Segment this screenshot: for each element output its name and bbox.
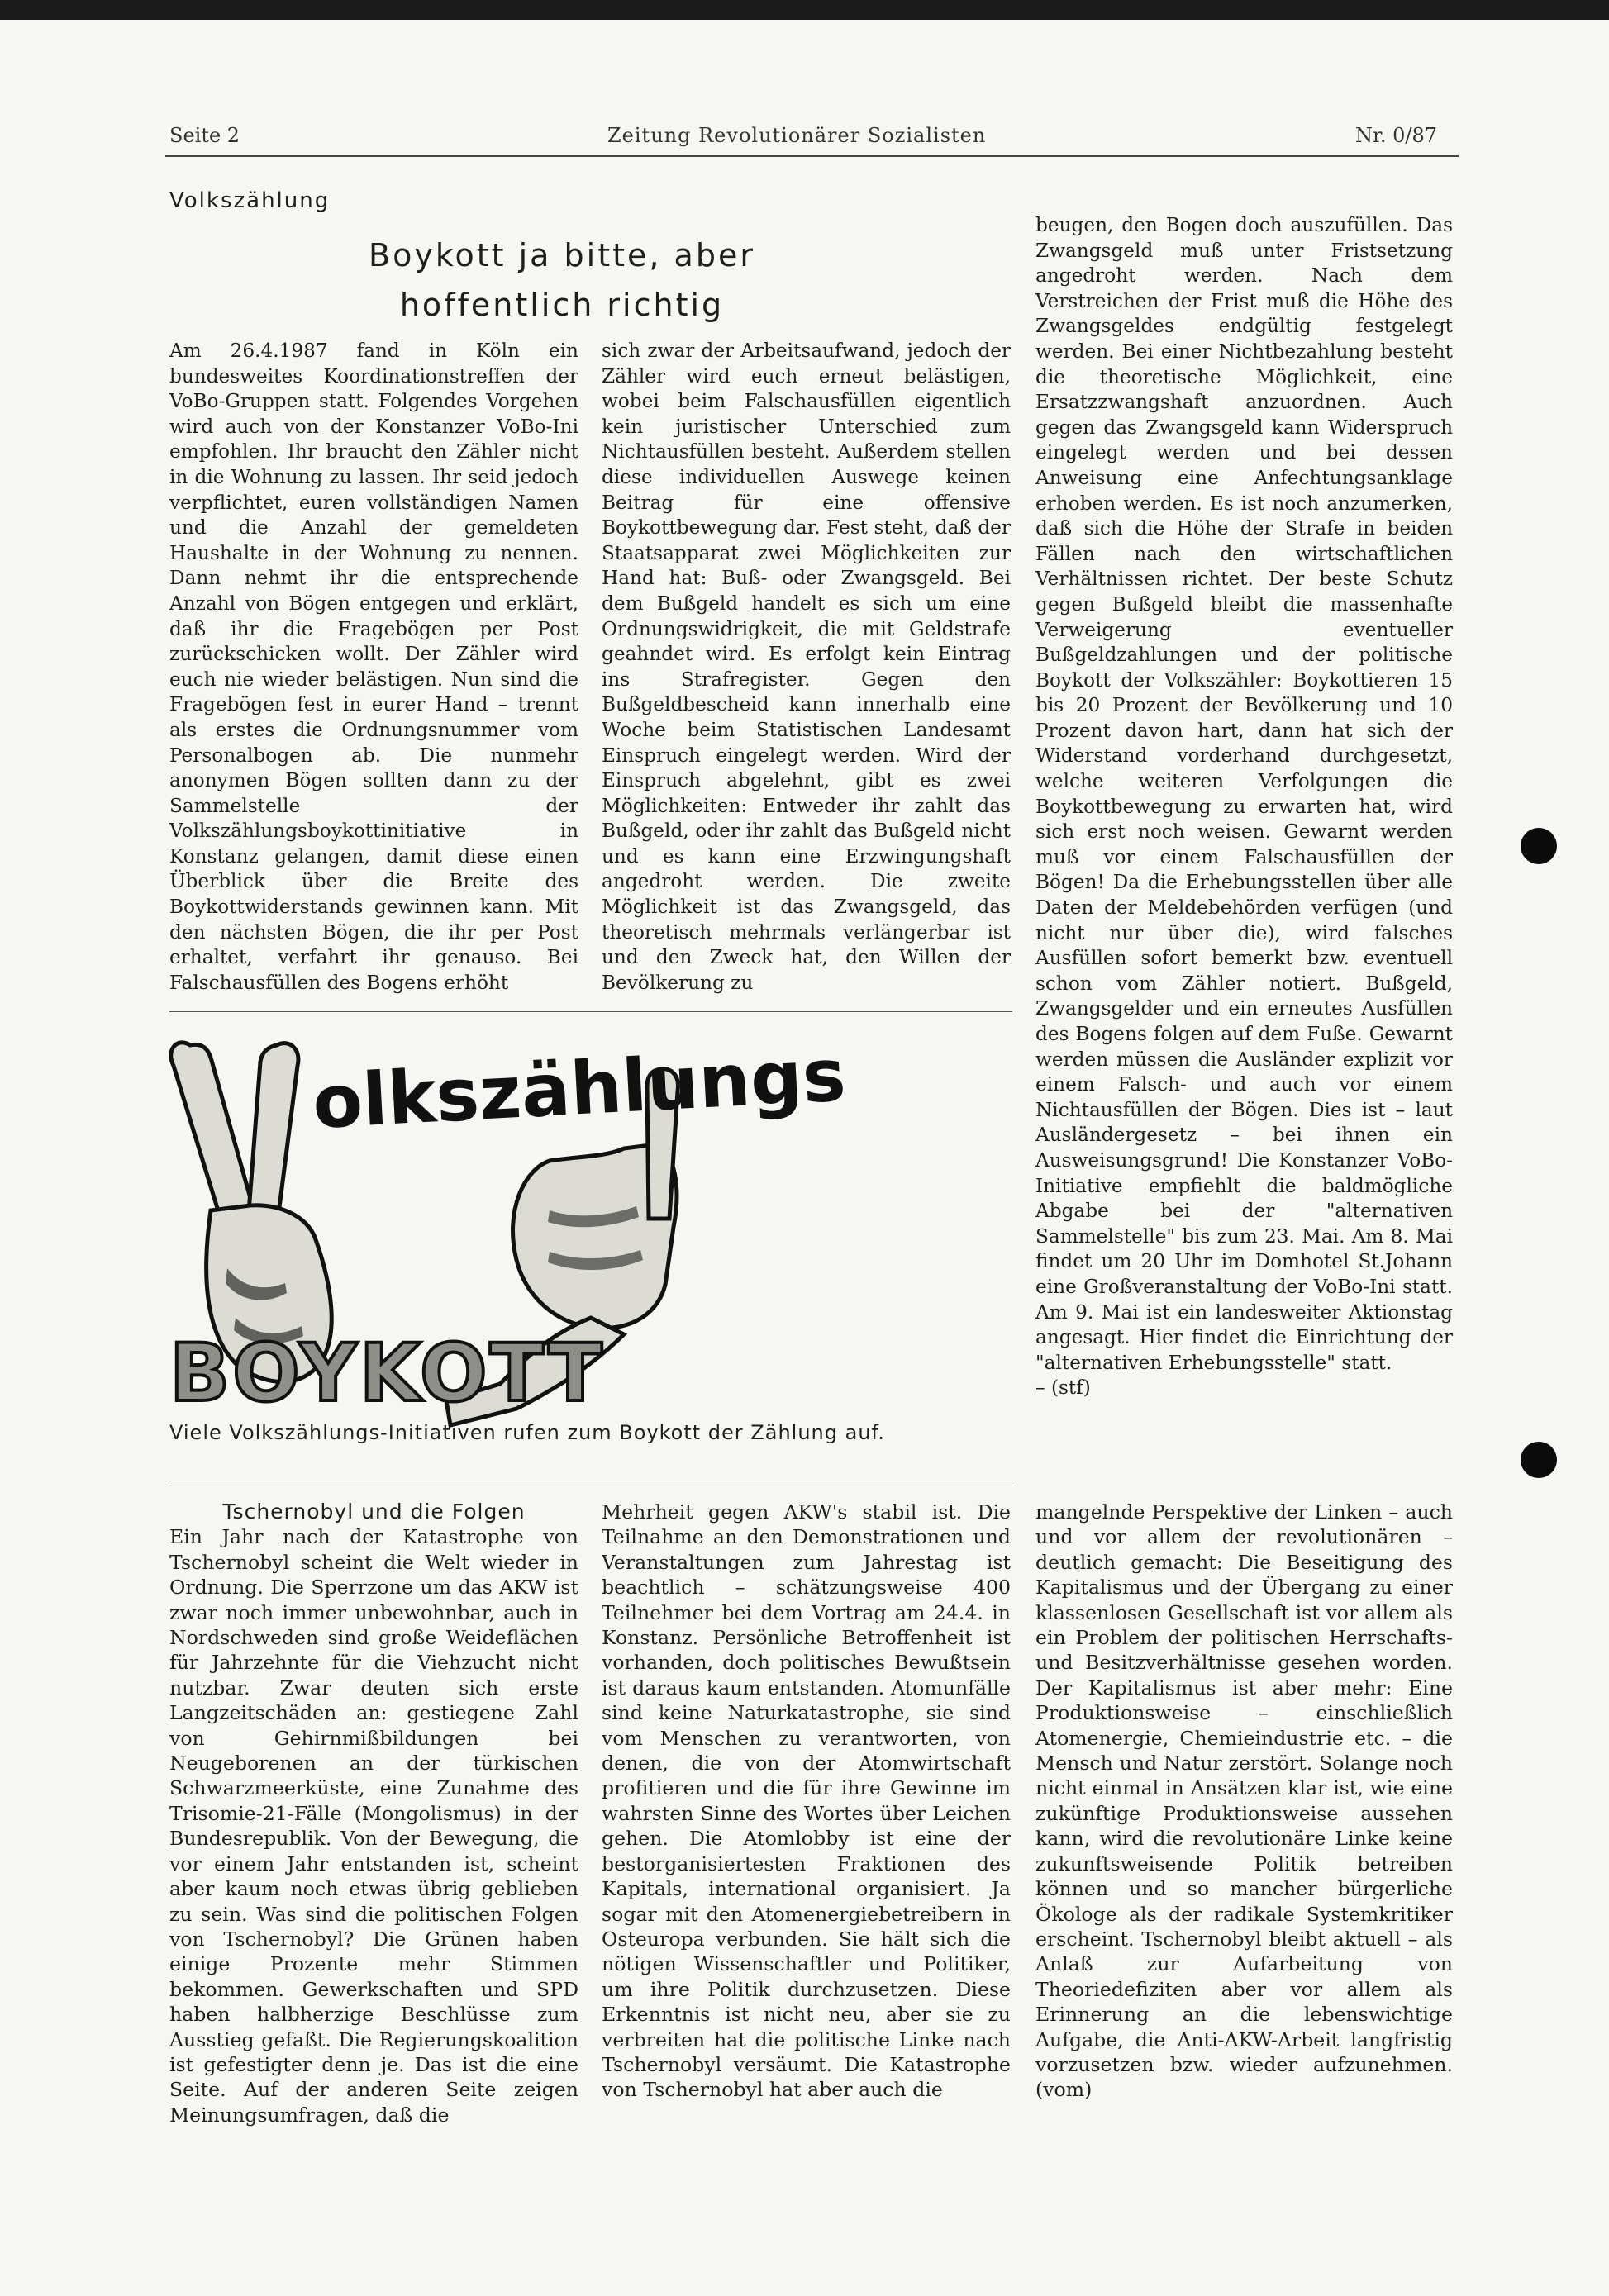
article2-column-3: mangelnde Perspektive der Linken – auch und vor allem der revolutionären – deutlich gemacht: Die Beseitigung des Kapitalismus und der Übergang zu einer klassenlosen Gesellschaft ist vor allem als ein Problem der politischen Herrschafts- und Besitzverhältnisse gesehen worden. Der Kapitalismus ist aber mehr: Eine Produktionsweise – einschließlich Atomenergie, Chemieindustrie etc. – die Mensch und Natur zerstört. Solange noch nicht einmal in Ansätzen klar ist, wie eine zukünftige Produktionsweise aussehen kann, wird die revolutionäre Linke keine zukunftsweisende Politik betreiben können und so mancher bürgerliche Ökologe als der radikale Systemkritiker erscheint. Tschernobyl bleibt aktuell – als Anlaß zur Aufarbeitung von Theoriedefiziten aber vor allem als Erinnerung an die lebenswichtige Aufgabe, die Anti-AKW-Arbeit langfristig vorzusetzen bzw. wieder aufzunehmen. (vom) [1035,1500,1453,2102]
headline-line-2: hoffentlich richtig [399,287,725,323]
punch-hole-top [1521,828,1557,864]
poster-caption: Viele Volkszählungs-Initiativen rufen zum Boykott der Zählung auf. [169,1421,885,1444]
section-label: Volkszählung [169,188,331,213]
article2-column-2: Mehrheit gegen AKW's stabil ist. Die Teilnahme an den Demonstrationen und Veranstaltungen zum Jahrestag ist beachtlich – schätzungsweise 400 Teilnehmer bei dem Vortrag am 24.4. in Konstanz. Persönliche Betroffenheit ist vorhanden, doch politisches Bewußtsein ist daraus kaum entstanden. Atomunfälle sind keine Naturkatastrophe, sie sind vom Menschen zu verantworten, von denen, die von der Atomwirtschaft profitieren und die für ihre Gewinne im wahrsten Sinne des Wortes über Leichen gehen. Die Atomlobby ist eine der bestorganisiertesten Fraktionen des Kapitals, international organisiert. Ja sogar mit den Atomenergiebetreibern in Osteuropa verbunden. Sie hält sich die nötigen Wissenschaftler und Politiker, um ihre Politik durchzusetzen. Diese Erkenntnis ist nicht neu, aber sie zu verbreiten hat die politische Linke nach Tschernobyl versäumt. Die Katastrophe von Tschernobyl hat aber auch die [602,1500,1011,2102]
article-signature: – (stf) [1035,1376,1091,1400]
article-column-1: Am 26.4.1987 fand in Köln ein bundesweites Koordinationstreffen der VoBo-Gruppen statt. Folgendes Vorgehen wird auch von der Konstanzer VoBo-Ini empfohlen. Ihr braucht den Zähler nicht in die Wohnung zu lassen. Ihr seid jedoch verpflichtet, euren vollständigen Namen und die Anzahl der gemeldeten Haushalte in der Wohnung zu nennen. Dann nehmt ihr die entsprechende Anzahl von Bögen entgegen und erklärt, daß ihr die Fragebögen per Post zurückschicken wollt. Der Zähler wird euch nie wieder belästigen. Nun sind die Fragebögen fest in eurer Hand – trennt als erstes die Ordnungsnummer vom Personalbogen ab. Die nunmehr anonymen Bögen sollten dann zu der Sammelstelle der Volkszählungsboykottinitiative in Konstanz gelangen, damit diese einen Überblick über die Breite des Boykottwiderstands gewinnen kann. Mit den nächsten Bögen, die ihr per Post erhaltet, verfahrt ihr genauso. Bei Falschausfüllen des Bogens erhöht [169,340,578,994]
poster-word-volkszaehlungs: olkszählungs [310,1032,848,1145]
punch-hole-bottom [1521,1442,1557,1478]
masthead: Zeitung Revolutionärer Sozialisten [607,124,987,147]
article2-title: Tschernobyl und die Folgen [222,1500,526,1524]
article-column-3 [1035,213,1453,1469]
header-rule [165,155,1459,157]
article-column-2: sich zwar der Arbeitsaufwand, jedoch der Zähler wird euch erneut belästigen, wobei beim Falschausfüllen eigentlich kein juristischer Unterschied zum Nichtausfüllen besteht. Außerdem stellen diese individuellen Auswege keinen Beitrag für eine offensive Boykottbewegung dar. Fest steht, daß der Staatsapparat zwei Möglichkeiten zur Hand hat: Buß- oder Zwangsgeld. Bei dem Bußgeld handelt es sich um eine Ordnungswidrigkeit, die mit Geldstrafe geahndet wird. Es erfolgt kein Eintrag ins Strafregister. Gegen den Bußgeldbescheid kann innerhalb eine Woche beim Statistischen Landesamt Einspruch eingelegt werden. Wird der Einspruch abgelehnt, gibt es zwei Möglichkeiten: Entweder ihr zahlt das Bußgeld, oder ihr zahlt das Bußgeld nicht und es kann eine Erzwingungshaft angedroht werden. Die zweite Möglichkeit ist das Zwangsgeld, das theoretisch mehrmals verlängerbar ist und den Zweck hat, den Willen der Bevölkerung zu [602,340,1011,994]
divider-above-poster [169,1011,1012,1012]
page-number: Seite 2 [169,124,240,147]
article-column-3-text: beugen, den Bogen doch auszufüllen. Das Zwangsgeld muß unter Fristsetzung angedroht werden. Nach dem Verstreichen der Frist muß die Höhe des Zwangsgeldes endgültig festgelegt werden. Bei einer Nichtbezahlung besteht die theoretische Möglichkeit, eine Ersatzzwangshaft anzuordnen. Auch gegen das Zwangsgeld kann Widerspruch eingelegt werden und bei dessen Anweisung eine Anfechtungsanklage erhoben werden. Es ist noch anzumerken, daß sich die Höhe der Strafe in beiden Fällen nach den wirtschaftlichen Verhältnissen richtet. Der beste Schutz gegen Bußgeld bleibt die massenhafte Verweigerung eventueller Bußgeldzahlungen und der politische Boykott der Volkszähler: Boykottieren 15 bis 20 Prozent der Bevölkerung und 10 Prozent davon hart, dann hat sich der Widerstand vorderhand durchgesetzt, welche weiteren Verfolgungen die Boykottbewegung zu erwarten hat, wird sich erst noch weisen. Gewarnt werden muß vor einem Falschausfüllen der Bögen! Da die Erhebungsstellen über alle Daten der Meldebehörden verfügen (und nicht nur über die), wird falsches Ausfüllen sofort bemerkt bzw. eventuell schon vom Zähler notiert. Bußgeld, Zwangsgelder und ein erneutes Ausfüllen des Bogens folgen auf dem Fuße. Gewarnt werden müssen die Ausländer explizit vor einem Falsch- und auch vor einem Nichtausfüllen der Bögen. Dies ist – laut Ausländergesetz – bei ihnen ein Ausweisungsgrund! Die Konstanzer VoBo-Initiative empfiehlt die baldmögliche Abgabe bei der "alternativen Sammelstelle" bis zum 23. Mai. Am 8. Mai findet um 20 Uhr im Domhotel St.Johann eine Großveranstaltung der VoBo-Ini statt. Am 9. Mai ist ein landesweiter Aktionstag angesagt. Hier findet die Einrichtung der "alternativen Erhebungsstelle" statt. [1035,214,1453,1374]
issue-number: Nr. 0/87 [1355,124,1437,147]
article2-column-1-text: Ein Jahr nach der Katastrophe von Tschernobyl scheint die Welt wieder in Ordnung. Die Sperrzone um das AKW ist zwar noch immer unbewohnbar, auch in Nordschweden sind große Weideflächen für Jahrzehnte für die Viehzucht nicht nutzbar. Zwar deuten sich erste Langzeitschäden an: gestiegene Zahl von Gehirnmißbildungen bei Neugeborenen an der türkischen Schwarzmeerküste, eine Zunahme des Trisomie-21-Fälle (Mongolismus) in der Bundesrepublik. Von der Bewegung, die vor einem Jahr entstanden ist, scheint aber kaum noch etwas übrig geblieben zu sein. Was sind die politischen Folgen von Tschernobyl? Die Grünen haben einige Prozente mehr Stimmen bekommen. Gewerkschaften und SPD haben halbherzige Beschlüsse zum Ausstieg gefaßt. Die Regierungskoalition ist gefestigter denn je. Das ist die eine Seite. Auf der anderen Seite zeigen Meinungsumfragen, daß die [169,1525,578,2127]
headline-line-1: Boykott ja bitte, aber [369,237,755,273]
boykott-poster [161,1020,996,1450]
poster-word-boykott: BOYKOTT [169,1327,605,1419]
article2-column-1 [169,1500,578,2161]
scan-top-band [0,0,1609,20]
